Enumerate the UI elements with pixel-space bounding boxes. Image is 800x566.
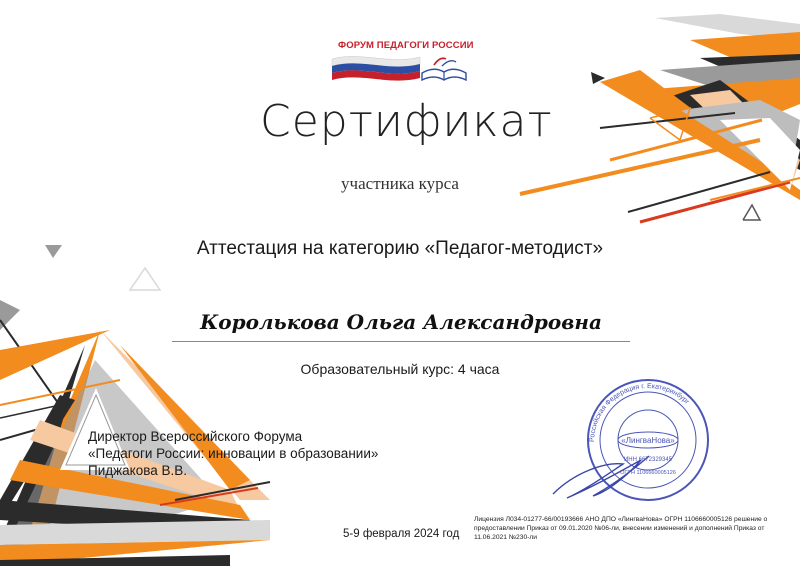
logo-text: ФОРУМ ПЕДАГОГИ РОССИИ	[338, 40, 474, 51]
course-hours: Образовательный курс: 4 часа	[300, 361, 500, 377]
official-stamp	[545, 376, 720, 504]
course-title: Аттестация на категорию «Педагог-методист»	[196, 238, 604, 259]
forum-logo	[330, 40, 474, 82]
director-signature-block	[88, 428, 378, 479]
director-title: Директор Всероссийского Форума	[88, 429, 303, 444]
course-date: 5-9 февраля 2024 год	[343, 528, 460, 540]
name-underline	[172, 341, 630, 342]
bottom-left-decoration	[0, 245, 270, 566]
certificate-subtitle: участника курса	[341, 174, 459, 193]
stamp-inn: ИНН 6672329345	[623, 457, 673, 463]
director-name: Пиджакова В.В.	[88, 463, 188, 478]
participant-name: Королькова Ольга Александровна	[200, 310, 602, 334]
flag-book-icon	[330, 53, 468, 83]
license-text: Лицензия Л034-01277-66/00193666 АНО ДПО «ЛингваНова» ОГРН 1106660005126 решение о предоставлении Приказ от 09.01.2020 №06-ли, внесении изменений и дополнений Приказ от 11.06.2021 №230-ли	[474, 516, 768, 541]
director-forum: «Педагоги России: инновации в образовании»	[88, 446, 379, 461]
top-right-decoration	[520, 14, 800, 222]
stamp-center-text: «ЛингваНова»	[621, 436, 675, 445]
certificate-title: Сертификат	[260, 96, 553, 147]
stamp-ogrn: ОГРН 1106660005126	[620, 470, 676, 476]
stamp-outer-text: Российская Федерация г. Екатеринбург	[588, 382, 691, 443]
